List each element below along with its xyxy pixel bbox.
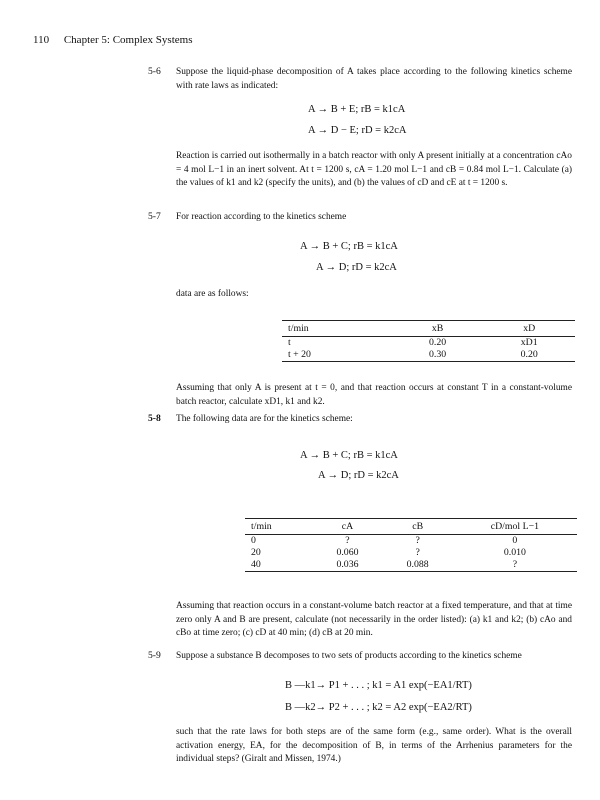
table-cell: 0.20 bbox=[429, 337, 447, 348]
problem-5-8-text: Assuming that reaction occurs in a constant-volume batch reactor at a fixed temperature, and that at time zero only A and B are present, calculate (not necessarily in the order listed): (a) k1 and k2; (b) cAo and cBo at time zero; (c) cD at 40 min; (d) cB at 20 min. bbox=[176, 601, 572, 638]
table-header: t/min bbox=[245, 519, 312, 535]
problem-5-7-equation-2: A → D; rD = k2cA bbox=[316, 262, 397, 273]
problem-5-6-equation-2: A → D − E; rD = k2cA bbox=[308, 125, 407, 136]
table-cell: ? bbox=[415, 547, 420, 558]
table-header: t/min bbox=[282, 321, 392, 337]
problem-5-7-intro: For reaction according to the kinetics scheme bbox=[176, 212, 347, 222]
table-row bbox=[245, 535, 577, 548]
table-cell: ? bbox=[345, 535, 350, 546]
table-cell: 0 bbox=[251, 535, 256, 546]
problem-5-7-text: Assuming that only A is present at t = 0, and that reaction occurs at constant T in a constant-volume batch reactor, calculate xD1, k1 and k2. bbox=[176, 383, 572, 407]
problem-5-9-number: 5-9 bbox=[148, 650, 161, 661]
page-number: 110 bbox=[33, 34, 50, 46]
problem-5-6-intro: Suppose the liquid-phase decomposition of A takes place according to the following kinetics scheme with rate laws as indicated: bbox=[176, 67, 572, 91]
problem-5-9-text: such that the rate laws for both steps are of the same form (e.g., same order). What is the overall activation energy, EA, for the decomposition of B, in terms of the Arrhenius parameters for the individual steps? (Giralt and Missen, 1974.) bbox=[176, 727, 572, 764]
problem-5-8-table bbox=[245, 518, 577, 572]
table-cell: 0.060 bbox=[336, 547, 359, 558]
table-cell: t bbox=[288, 337, 291, 348]
problem-5-9-equation-1: B —k1→ P1 + . . . ; k1 = A1 exp(−EA1/RT) bbox=[285, 680, 472, 691]
table-header: cA bbox=[312, 519, 382, 535]
table-cell: t + 20 bbox=[282, 349, 392, 362]
problem-5-7-number: 5-7 bbox=[148, 211, 161, 222]
problem-5-8-equation-1: A → B + C; rB = k1cA bbox=[300, 450, 398, 461]
table-cell: ? bbox=[415, 535, 420, 546]
table-cell: ? bbox=[453, 559, 577, 572]
problem-5-6-number: 5-6 bbox=[148, 66, 161, 77]
table-row bbox=[245, 547, 577, 559]
problem-5-7-data-label: data are as follows: bbox=[176, 289, 249, 299]
table-cell: 0 bbox=[512, 535, 518, 546]
table-cell: 0.30 bbox=[392, 349, 484, 362]
table-cell: 0.036 bbox=[312, 559, 382, 572]
table-cell: 0.088 bbox=[383, 559, 453, 572]
problem-5-8-number: 5-8 bbox=[148, 413, 161, 424]
problem-5-8-intro: The following data are for the kinetics scheme: bbox=[176, 414, 353, 424]
table-cell: xD1 bbox=[520, 337, 538, 348]
table-row bbox=[282, 337, 575, 350]
chapter-title: Chapter 5: Complex Systems bbox=[63, 34, 193, 46]
problem-5-7-table bbox=[282, 320, 575, 362]
table-header: cB bbox=[383, 519, 453, 535]
table-cell: 0.20 bbox=[483, 349, 575, 362]
problem-5-6-equation-1: A → B + E; rB = k1cA bbox=[308, 104, 406, 115]
problem-5-9-intro: Suppose a substance B decomposes to two sets of products according to the kinetics scheme bbox=[176, 651, 522, 661]
problem-5-9-equation-2: B —k2→ P2 + . . . ; k2 = A2 exp(−EA2/RT) bbox=[285, 702, 472, 713]
table-cell: 40 bbox=[245, 559, 312, 572]
table-cell: 0.010 bbox=[503, 547, 526, 558]
table-cell: 20 bbox=[251, 547, 261, 558]
table-header: xB bbox=[392, 321, 484, 337]
problem-5-6-text: Reaction is carried out isothermally in a batch reactor with only A present initially at a concentration cAo = 4 mol L−1 in an inert solvent. At t = 1200 s, cA = 1.20 mol L−1 and cB = 0.84 mol L−1. Calculate (a) the values of k1 and k2 (specify the units), and (b) the values of cD and cE at t = 1200 s. bbox=[176, 151, 572, 188]
table-row bbox=[245, 559, 577, 572]
table-header: xD bbox=[483, 321, 575, 337]
page-header bbox=[33, 34, 192, 46]
table-header: cD/mol L−1 bbox=[453, 519, 577, 535]
problem-5-8-equation-2: A → D; rD = k2cA bbox=[318, 470, 399, 481]
problem-5-7-equation-1: A → B + C; rB = k1cA bbox=[300, 241, 398, 252]
table-row bbox=[282, 349, 575, 362]
